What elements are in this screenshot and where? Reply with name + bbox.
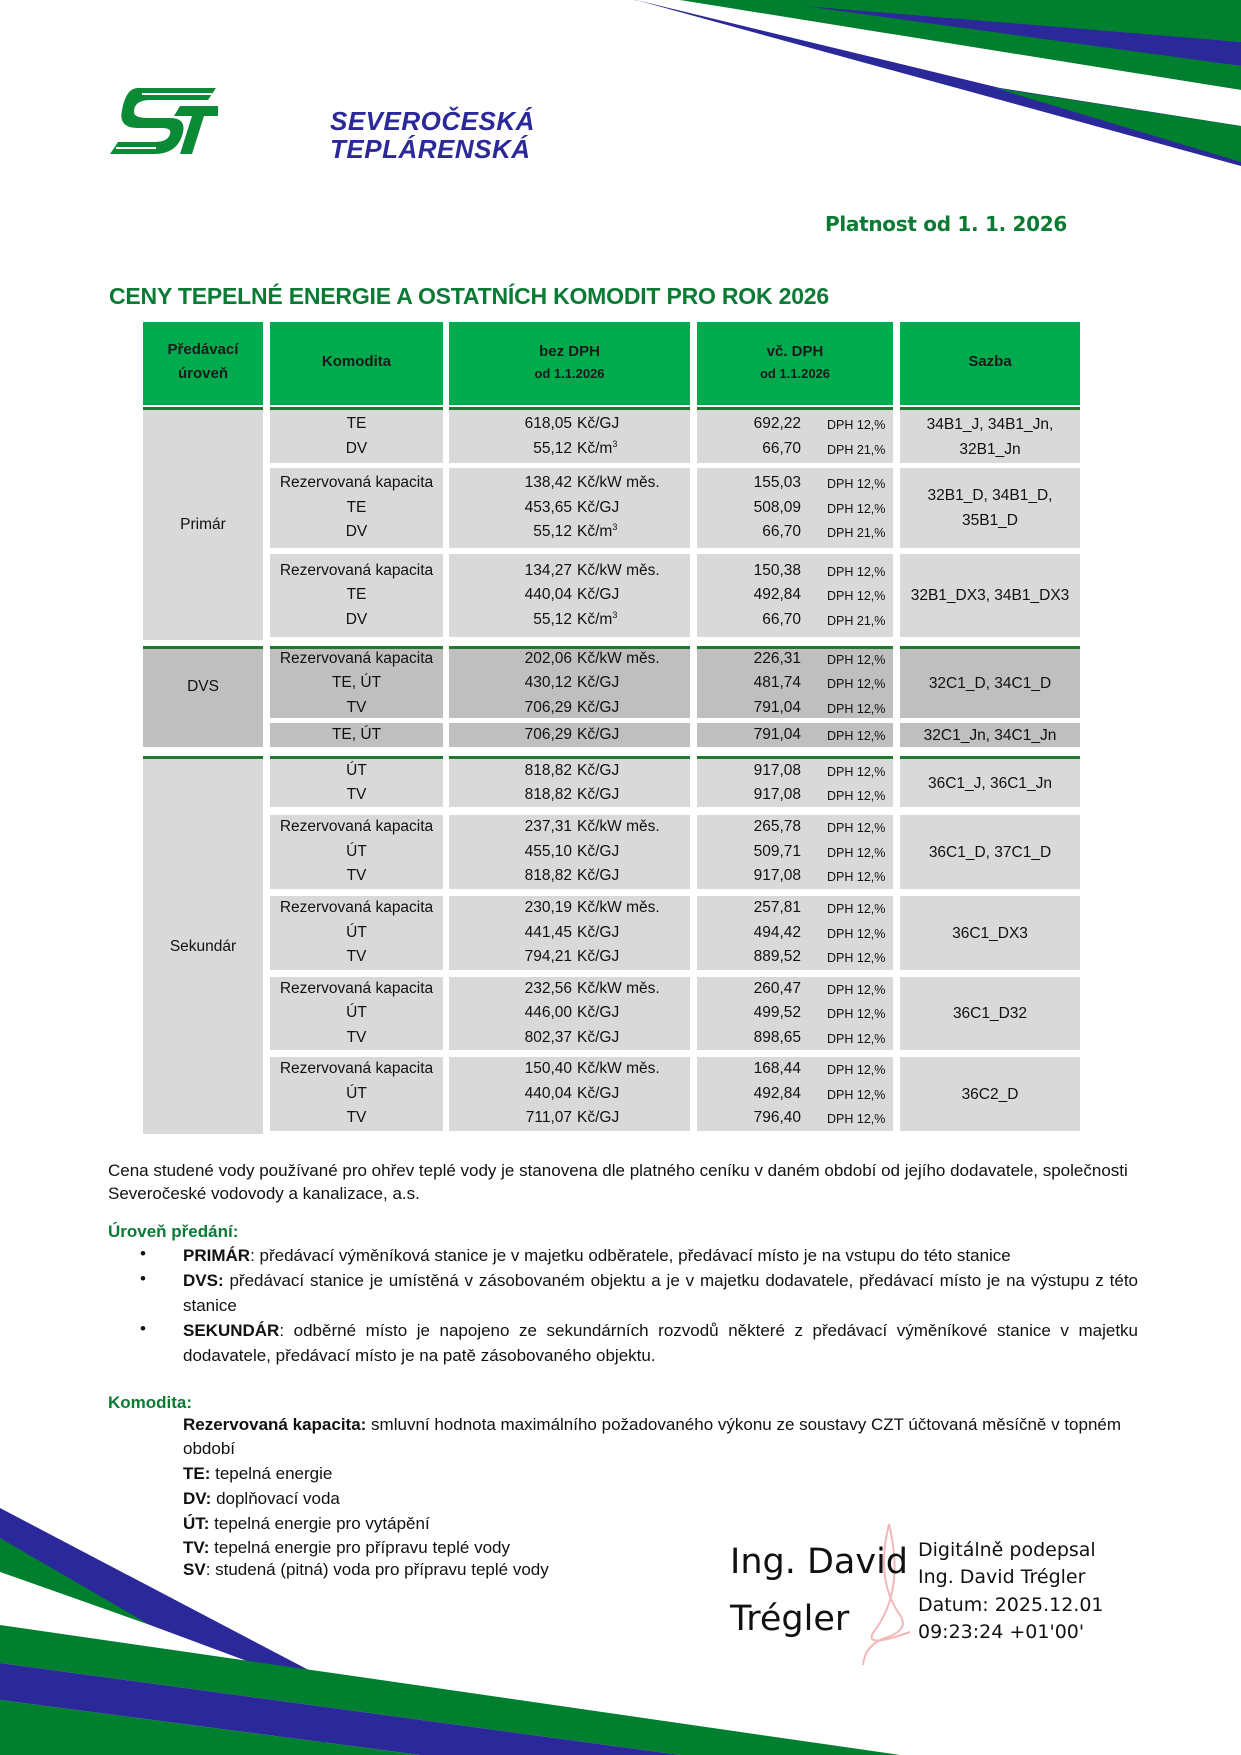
unit-cell: [577, 977, 660, 1001]
commodity-cell: DV: [345, 610, 368, 628]
unit-cell: [577, 520, 617, 544]
rate-code-cell: [900, 554, 1080, 637]
vat-rate: DPH 12,%: [827, 564, 886, 579]
commodity-cell: TV: [346, 1109, 367, 1127]
gross-price: 168,44: [753, 1060, 801, 1078]
net-price: 706,29: [524, 725, 572, 743]
gross-price: 150,38: [753, 561, 801, 579]
level-term: DVS:: [183, 1271, 224, 1290]
def-term: TV:: [183, 1538, 210, 1557]
level-desc: odběrné místo je napojeno ze sekundárních rozvodů některé z předávací výměníkové stanice v majetku dodavatele, předávací místo je na patě zásobovaného objektu.: [183, 1321, 1138, 1365]
unit-cell: [577, 1082, 619, 1106]
commodity-cell: Rezervovaná kapacita: [279, 899, 434, 917]
net-price: 802,37: [524, 1028, 572, 1046]
level-desc: předávací výměníková stanice je v majetku odběratele, předávací místo je na vstupu do této stanice: [254, 1246, 1011, 1265]
rate-code: 36C1_D32: [952, 1005, 1028, 1022]
commodity-cell: ÚT: [346, 923, 367, 941]
vat-rate: DPH 12,%: [827, 902, 886, 917]
commodity-cell: TV: [346, 948, 367, 966]
net-price: 711,07: [525, 1109, 572, 1127]
net-price: 55,12: [533, 439, 572, 457]
vat-rate: DPH 12,%: [827, 701, 886, 716]
bullet-icon: •: [140, 1269, 146, 1288]
vat-rate: DPH 12,%: [827, 926, 886, 941]
gross-price: 509,71: [753, 842, 801, 860]
def-term: DV:: [183, 1489, 212, 1508]
net-price: 441,45: [524, 923, 572, 941]
commodity-cell: TV: [346, 867, 367, 885]
rate-code-cell: [900, 723, 1080, 747]
unit-cell: [577, 815, 660, 839]
gross-price: 155,03: [753, 474, 801, 492]
rate-code: 32C1_Jn, 34C1_Jn: [923, 726, 1057, 744]
signature-name-line1: Ing. David: [730, 1542, 909, 1582]
signature-meta-1: Digitálně podepsal: [918, 1539, 1096, 1561]
unit-cell: [577, 696, 619, 720]
net-price: 138,42: [524, 474, 572, 492]
net-price: 453,65: [524, 498, 572, 516]
vat-rate: DPH 21,%: [827, 442, 886, 457]
unit-label: Kč/GJ: [577, 923, 620, 941]
gross-price: 508,09: [753, 498, 801, 516]
vat-rate: DPH 12,%: [827, 870, 886, 885]
unit-label: Kč/GJ: [577, 586, 620, 604]
unit-label: Kč/GJ: [577, 1004, 620, 1022]
unit-cell: [577, 671, 619, 695]
rate-code: 32B1_DX3, 34B1_DX3: [910, 587, 1070, 604]
level-primar-item: [183, 1243, 1138, 1268]
gross-price: 492,84: [753, 586, 801, 604]
net-price: 455,10: [524, 842, 572, 860]
unit-cell: [577, 412, 619, 436]
unit-cell: [577, 1106, 619, 1130]
unit-cell: [577, 723, 619, 747]
level-desc: předávací stanice je umístěná v zásobovaném objektu a je v majetku dodavatele, předávací místo je na výstupu z této stanice: [183, 1271, 1138, 1315]
gross-price: 917,08: [753, 867, 801, 885]
commodity-cell: TE: [346, 498, 367, 516]
vat-rate: DPH 12,%: [827, 677, 886, 692]
def-term: Rezervovaná kapacita:: [183, 1415, 367, 1434]
gross-price: 889,52: [753, 948, 801, 966]
rate-code: 32C1_D, 34C1_D: [928, 675, 1052, 692]
unit-label: Kč/GJ: [577, 498, 620, 516]
commodity-cell: Rezervovaná kapacita: [279, 474, 434, 492]
level-cell: [143, 756, 263, 1134]
vat-rate: DPH 12,%: [827, 821, 886, 836]
rate-code-cell: [900, 977, 1080, 1050]
header-commodity: [270, 322, 443, 402]
unit-cell: [577, 921, 619, 945]
commodity-cell: Rezervovaná kapacita: [279, 561, 434, 579]
level-cell-empty: [143, 723, 263, 747]
rate-code-cell: [900, 896, 1080, 970]
def-desc: tepelná energie pro vytápění: [209, 1514, 430, 1533]
commodity-cell: ÚT: [346, 761, 367, 779]
commodity-cell: TV: [346, 698, 367, 716]
commodity-cell: Rezervovaná kapacita: [279, 1060, 434, 1078]
unit-label: Kč/kW měs.: [577, 979, 660, 997]
unit-label: Kč/kW měs.: [577, 649, 660, 667]
vat-rate: DPH 12,%: [827, 652, 886, 667]
rate-code-cell: [900, 649, 1080, 718]
commodity-cell: Rezervovaná kapacita: [279, 818, 434, 836]
net-price: 55,12: [533, 610, 572, 628]
company-logo: [108, 86, 535, 166]
level-term: SEKUNDÁR: [183, 1321, 280, 1340]
net-price: 237,31: [524, 818, 572, 836]
vat-rate: DPH 12,%: [827, 1031, 886, 1046]
commodity-def-te: [183, 1462, 1143, 1486]
header-commodity-label: Komodita: [321, 353, 392, 370]
vat-rate: DPH 12,%: [827, 728, 886, 743]
rate-code-cell: [900, 815, 1080, 889]
gross-price: 66,70: [762, 610, 801, 628]
unit-label: Kč/GJ: [577, 698, 620, 716]
unit-label: Kč/GJ: [577, 1084, 620, 1102]
unit-label: Kč/GJ: [577, 1109, 620, 1127]
header-rate: [900, 322, 1080, 402]
header-level-line1: Předávací: [167, 341, 239, 358]
bullet-icon: •: [140, 1244, 146, 1263]
header-net-label: bez DPH: [539, 343, 600, 360]
page-title: CENY TEPELNÉ ENERGIE A OSTATNÍCH KOMODIT PRO ROK 2026: [109, 283, 829, 309]
st-logo-mark-icon: [108, 86, 218, 166]
net-price: 202,06: [524, 649, 572, 667]
vat-rate: DPH 12,%: [827, 1007, 886, 1022]
vat-rate: DPH 21,%: [827, 613, 886, 628]
level-label: DVS: [187, 677, 219, 695]
level-dvs-item: [183, 1268, 1138, 1318]
commodity-heading: Komodita:: [108, 1393, 193, 1412]
unit-cell: [577, 647, 660, 671]
unit-cell: [577, 783, 619, 807]
vat-rate: DPH 12,%: [827, 764, 886, 779]
def-term: TE:: [183, 1464, 211, 1483]
commodity-cell: TE: [346, 415, 367, 432]
level-sekundar-item: [183, 1318, 1138, 1368]
unit-label: Kč/GJ: [577, 842, 620, 860]
unit-cell: [577, 1001, 619, 1025]
level-sep: :: [250, 1246, 255, 1265]
gross-price: 481,74: [753, 674, 801, 692]
logo-line2: TEPLÁRENSKÁ: [330, 134, 531, 164]
unit-exponent: 3: [612, 609, 618, 620]
vat-rate: DPH 12,%: [827, 477, 886, 492]
gross-price: 494,42: [753, 923, 801, 941]
unit-label: Kč/m: [577, 523, 613, 541]
unit-label: Kč/m: [577, 439, 613, 457]
unit-cell: [577, 471, 660, 495]
net-price: 55,12: [533, 523, 572, 541]
unit-label: Kč/kW měs.: [577, 818, 660, 836]
unit-label: Kč/GJ: [577, 786, 620, 803]
net-price: 150,40: [524, 1060, 572, 1078]
header-net: [449, 322, 690, 402]
commodity-cell: TE: [346, 586, 367, 604]
header-net-sub: od 1.1.2026: [534, 366, 605, 381]
unit-label: Kč/kW měs.: [577, 1060, 660, 1078]
commodity-def-dv: [183, 1487, 1143, 1511]
net-price: 134,27: [524, 561, 572, 579]
commodity-cell: TV: [346, 1028, 367, 1046]
rate-code-cell: [900, 468, 1080, 548]
commodity-cell: TE, ÚT: [331, 725, 382, 743]
unit-label: Kč/kW měs.: [577, 561, 660, 579]
unit-label: Kč/GJ: [577, 674, 620, 692]
unit-label: Kč/GJ: [577, 867, 620, 885]
unit-exponent: 3: [612, 438, 618, 449]
gross-price: 917,08: [753, 761, 801, 779]
gross-price: 265,78: [753, 818, 801, 836]
signature-name-line2: Trégler: [730, 1599, 850, 1639]
gross-price: 66,70: [762, 523, 801, 541]
unit-cell: [577, 608, 617, 632]
bullet-icon: •: [140, 1319, 146, 1338]
commodity-def-ut: [183, 1512, 1143, 1536]
validity-date: Platnost od 1. 1. 2026: [824, 212, 1067, 236]
rate-code: 36C2_D: [961, 1085, 1019, 1103]
gross-price: 66,70: [762, 439, 801, 457]
header-underline: [143, 402, 263, 405]
unit-cell: [577, 864, 619, 888]
unit-label: Kč/kW měs.: [577, 899, 660, 917]
header-level-line2: úroveň: [177, 365, 228, 382]
header-rate-label: Sazba: [968, 353, 1012, 370]
vat-rate: DPH 12,%: [827, 589, 886, 604]
unit-label: Kč/GJ: [577, 725, 620, 743]
gross-price: 499,52: [753, 1004, 801, 1022]
net-price: 440,04: [524, 1084, 572, 1102]
rate-code: 34B1_J, 34B1_Jn,: [926, 415, 1054, 433]
levels-heading: Úroveň předání:: [108, 1222, 239, 1241]
signature-meta-4: 09:23:24 +01'00': [918, 1621, 1085, 1643]
unit-cell: [577, 945, 619, 969]
unit-cell: [577, 1026, 619, 1050]
header-gross-label: vč. DPH: [766, 343, 824, 360]
level-label: Primár: [180, 516, 226, 533]
gross-price: 692,22: [753, 415, 801, 432]
rate-code-cell: [900, 1057, 1080, 1131]
gross-price: 796,40: [753, 1109, 801, 1127]
gross-price: 226,31: [753, 649, 801, 667]
net-price: 440,04: [524, 586, 572, 604]
level-term: PRIMÁR: [183, 1246, 251, 1265]
vat-rate: DPH 12,%: [827, 1112, 886, 1127]
def-desc: tepelná energie pro přípravu teplé vody: [209, 1538, 510, 1557]
commodity-cell: DV: [345, 523, 368, 541]
level-sep: :: [279, 1321, 285, 1340]
rate-code-cell: [900, 410, 1080, 463]
commodity-cell: ÚT: [346, 842, 367, 860]
header-underline: [900, 402, 1080, 405]
unit-cell: [577, 583, 619, 607]
unit-cell: [577, 840, 619, 864]
level-label: Sekundár: [169, 937, 237, 955]
vat-rate: DPH 12,%: [827, 951, 886, 966]
def-desc: smluvní hodnota maximálního požadovaného výkonu ze soustavy CZT účtovaná měsíčně v topném období: [183, 1415, 1122, 1458]
unit-cell: [577, 759, 619, 783]
def-term: ÚT:: [183, 1514, 210, 1533]
vat-rate: DPH 12,%: [827, 1087, 886, 1102]
rate-code: 35B1_D: [961, 512, 1018, 529]
unit-label: Kč/GJ: [577, 948, 620, 966]
gross-price: 257,81: [753, 899, 801, 917]
level-cell: [143, 407, 263, 640]
rate-code: 36C1_DX3: [952, 924, 1028, 942]
cold-water-note: Cena studené vody používané pro ohřev teplé vody je stanovena dle platného ceníku v daném období od jejího dodavatele, společnosti Severočeské vodovody a kanalizace, a.s.: [108, 1161, 1128, 1203]
gross-price: 260,47: [753, 979, 801, 997]
vat-rate: DPH 12,%: [827, 789, 886, 803]
commodity-cell: DV: [345, 439, 368, 457]
header-underline: [449, 402, 690, 405]
rate-code-cell: [900, 759, 1080, 807]
commodity-cell: ÚT: [346, 1084, 367, 1102]
net-price: 818,82: [524, 786, 572, 803]
unit-label: Kč/GJ: [577, 415, 620, 432]
unit-cell: [577, 437, 617, 461]
commodity-def-capacity: [183, 1413, 1143, 1461]
net-price: 818,82: [524, 867, 572, 885]
net-price: 232,56: [524, 979, 572, 997]
def-desc: doplňovací voda: [211, 1489, 340, 1508]
gross-price: 917,08: [753, 786, 801, 803]
unit-label: Kč/m: [577, 610, 613, 628]
net-price: 706,29: [524, 698, 572, 716]
def-desc: tepelná energie: [210, 1464, 333, 1483]
signature-meta-2: Ing. David Trégler: [918, 1566, 1086, 1588]
net-price: 230,19: [524, 899, 572, 917]
rate-code: 36C1_J, 36C1_Jn: [927, 774, 1053, 792]
header-underline: [270, 402, 443, 405]
commodity-cell: ÚT: [346, 1004, 367, 1022]
rate-code: 32B1_D, 34B1_D,: [927, 487, 1053, 504]
rate-code: 36C1_D, 37C1_D: [928, 843, 1052, 861]
vat-rate: DPH 12,%: [827, 501, 886, 516]
header-underline: [697, 402, 893, 405]
net-price: 430,12: [524, 674, 572, 692]
unit-cell: [577, 896, 660, 920]
unit-cell: [577, 1057, 660, 1081]
header-gross-sub: od 1.1.2026: [759, 366, 831, 381]
rate-code: 32B1_Jn: [959, 440, 1021, 458]
net-price: 818,82: [524, 761, 572, 779]
net-price: 446,00: [524, 1004, 572, 1022]
header-gross: [697, 322, 893, 402]
net-price: 794,21: [524, 948, 572, 966]
unit-cell: [577, 496, 619, 520]
signature-meta-3: Datum: 2025.12.01: [918, 1594, 1104, 1616]
vat-rate: DPH 12,%: [827, 1063, 886, 1078]
logo-line1: SEVEROČESKÁ: [330, 106, 535, 136]
header-level: [143, 322, 263, 402]
commodity-cell: Rezervovaná kapacita: [279, 649, 434, 667]
commodity-cell: TV: [346, 786, 367, 803]
level-cell: [143, 646, 263, 724]
commodity-cell: Rezervovaná kapacita: [279, 979, 434, 997]
net-price: 618,05: [524, 415, 572, 432]
gross-price: 898,65: [753, 1028, 801, 1046]
unit-label: Kč/GJ: [577, 761, 620, 779]
unit-label: Kč/GJ: [577, 1028, 620, 1046]
vat-rate: DPH 12,%: [827, 418, 886, 432]
gross-price: 492,84: [753, 1084, 801, 1102]
vat-rate: DPH 21,%: [827, 526, 886, 541]
vat-rate: DPH 12,%: [827, 845, 886, 860]
gross-price: 791,04: [753, 725, 801, 743]
def-term: SV: [183, 1560, 206, 1579]
unit-label: Kč/kW měs.: [577, 474, 660, 492]
def-desc: : studená (pitná) voda pro přípravu teplé vody: [205, 1560, 549, 1579]
vat-rate: DPH 12,%: [827, 982, 886, 997]
gross-price: 791,04: [753, 698, 801, 716]
commodity-cell: TE, ÚT: [331, 674, 382, 692]
unit-cell: [577, 559, 660, 583]
unit-exponent: 3: [612, 522, 618, 533]
